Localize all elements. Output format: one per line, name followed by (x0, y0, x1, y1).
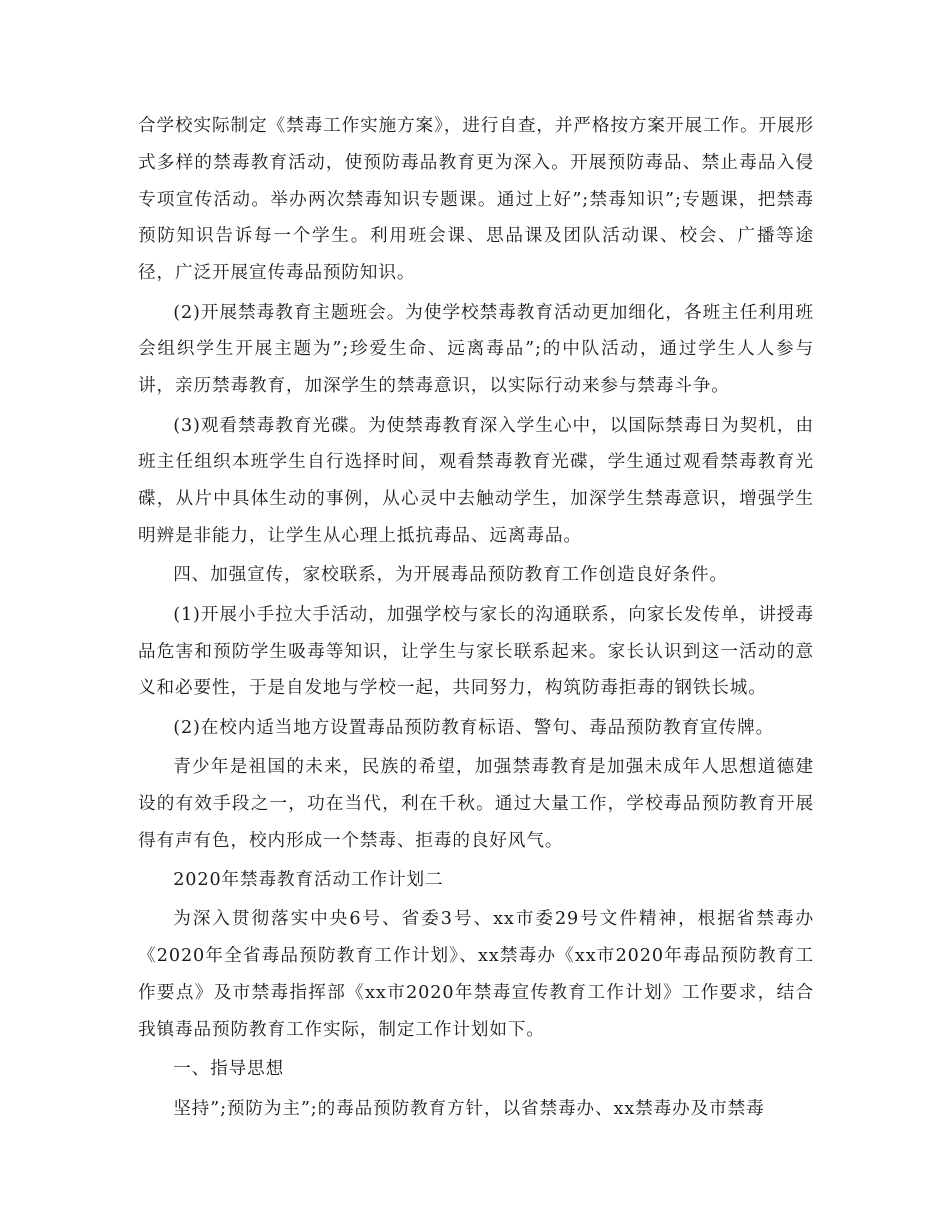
paragraph-plan-intro: 为深入贯彻落实中央6号、省委3号、xx市委29号文件精神，根据省禁毒办《2020年全省毒品预防教育工作计划》、xx禁毒办《xx市2020年毒品预防教育工作要点》及市禁毒指挥部《xx市2020年禁毒宣传教育工作计划》工作要求，结合我镇毒品预防教育工作实际，制定工作计划如下。 (138, 909, 814, 1040)
paragraph-theme-class-meeting: (2)开展禁毒教育主题班会。为使学校禁毒教育活动更加细化，各班主任利用班会组织学生开展主题为”;珍爱生命、远离毒品”;的中队活动，通过学生人人参与讲，亲历禁毒教育，加深学生的禁毒意识，以实际行动来参与禁毒斗争。 (138, 302, 814, 397)
paragraph-guiding-principle: 坚持”;预防为主”;的毒品预防教育方针，以省禁毒办、xx禁毒办及市禁毒 (173, 1098, 765, 1119)
document-body (138, 108, 814, 1130)
plan-title: 2020年禁毒教育活动工作计划二 (173, 870, 444, 891)
paragraph-youth-future: 青少年是祖国的未来，民族的希望，加强禁毒教育是加强未成年人思想道德建设的有效手段之一，功在当代，利在千秋。通过大量工作，学校毒品预防教育开展得有声有色，校内形成一个禁毒、拒毒的良好风气。 (138, 757, 814, 851)
paragraph-watch-disc: (3)观看禁毒教育光碟。为使禁毒教育深入学生心中，以国际禁毒日为契机，由班主任组织本班学生自行选择时间，观看禁毒教育光碟，学生通过观看禁毒教育光碟，从片中具体生动的事例，从心灵中去触动学生，加深学生禁毒意识，增强学生明辨是非能力，让学生从心理上抵抗毒品、远离毒品。 (138, 415, 814, 546)
paragraph-hand-in-hand: (1)开展小手拉大手活动，加强学校与家长的沟通联系，向家长发传单，讲授毒品危害和预防学生吸毒等知识，让学生与家长联系起来。家长认识到这一活动的意义和必要性，于是自发地与学校一起，共同努力，构筑防毒拒毒的钢铁长城。 (138, 604, 814, 699)
paragraph-slogans: (2)在校内适当地方设置毒品预防教育标语、警句、毒品预防教育宣传牌。 (173, 717, 775, 738)
section-heading-guiding-thought: 一、指导思想 (173, 1059, 285, 1080)
paragraph-continuation: 合学校实际制定《禁毒工作实施方案》，进行自查，并严格按方案开展工作。开展形式多样的禁毒教育活动，使预防毒品教育更为深入。开展预防毒品、禁止毒品入侵专项宣传活动。举办两次禁毒知识专题课。通过上好”;禁毒知识”;专题课，把禁毒预防知识告诉每一个学生。利用班会课、思品课及团队活动课、校会、广播等途径，广泛开展宣传毒品预防知识。 (138, 116, 814, 284)
section-heading-publicity: 四、加强宣传，家校联系，为开展毒品预防教育工作创造良好条件。 (173, 565, 729, 586)
